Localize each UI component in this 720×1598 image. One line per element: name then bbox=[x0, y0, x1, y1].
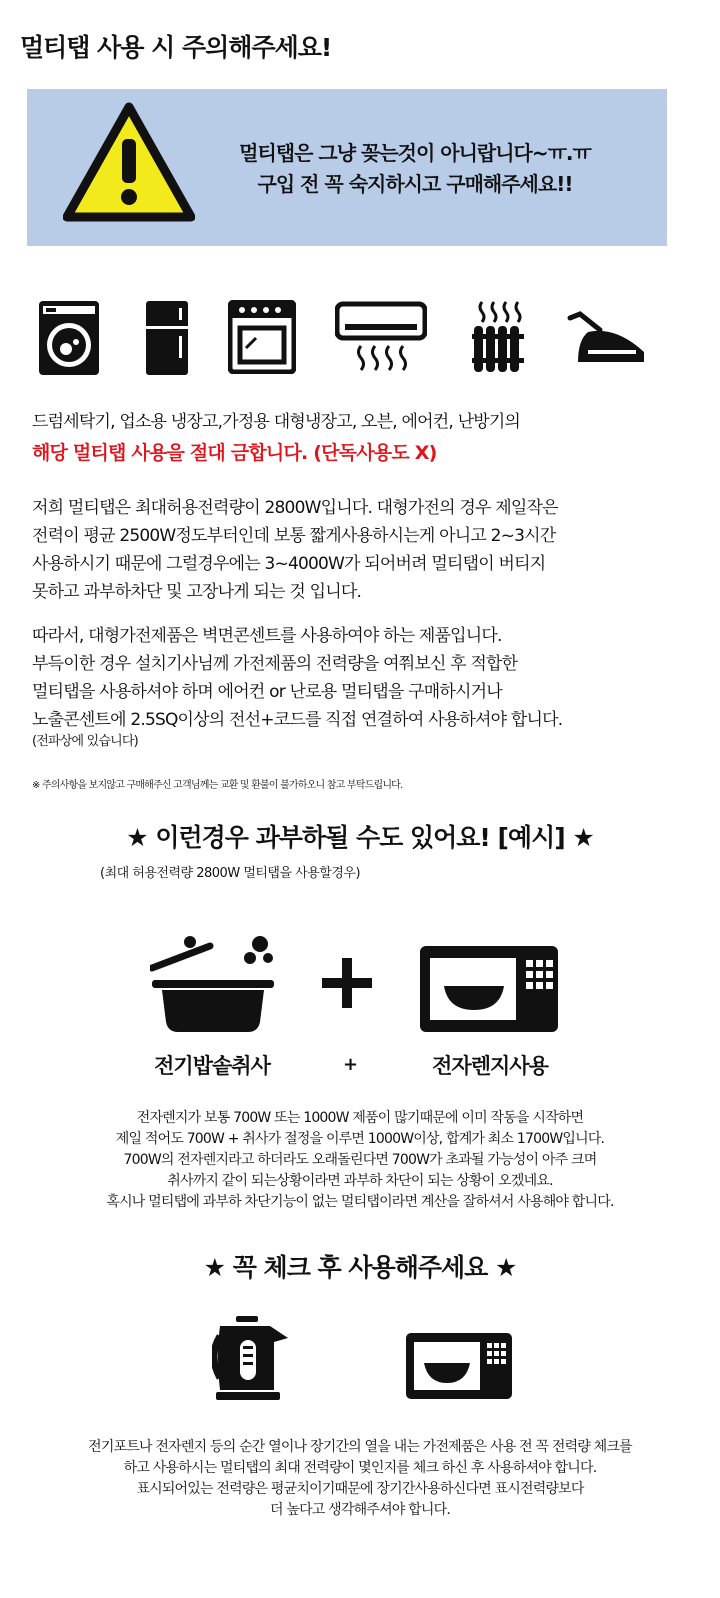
microwave-caption: 전자렌지사용 bbox=[432, 1054, 548, 1078]
microwave-icon bbox=[420, 946, 558, 1032]
microwave-icon-small bbox=[406, 1333, 512, 1399]
rice-cooker-icon bbox=[150, 932, 276, 1034]
rice-cooker-caption: 전기밥솥취사 bbox=[154, 1054, 270, 1078]
paragraph-line: 전력이 평균 2500W정도부터인데 보통 짧게사용하시는게 아니고 2~3시간 bbox=[32, 526, 556, 546]
warning-text bbox=[195, 138, 635, 200]
heater-icon bbox=[472, 300, 528, 374]
paragraph-line: 멀티탭을 사용하셔야 하며 에어컨 or 난로용 멀티탭을 구매하시거나 bbox=[32, 682, 502, 702]
notice-warning-red: 해당 멀티탭 사용을 절대 금합니다. (단독사용도 X) bbox=[32, 442, 437, 464]
explanation-line: 제일 적어도 700W + 취사가 절정을 이루면 1000W이상, 합계가 최소 1700W입니다. bbox=[115, 1131, 605, 1147]
footnote: ※ 주의사항을 보지않고 구매해주신 고객님께는 교환 및 환불이 불가하오니 참고 부탁드립니다. bbox=[32, 780, 403, 791]
plus-caption: + bbox=[342, 1054, 358, 1075]
explanation-line: 700W의 전자렌지라고 하더라도 오래돌린다면 700W가 초과될 가능성이 아주 크며 bbox=[123, 1152, 597, 1168]
warning-line-2: 구입 전 꼭 숙지하시고 구매해주세요!! bbox=[257, 172, 573, 196]
example-heading: ★ 이런경우 과부하될 수도 있어요! [예시] ★ bbox=[126, 823, 594, 852]
explanation-line: 취사까지 같이 되는상황이라면 과부하 차단이 되는 상황이 오겠네요. bbox=[167, 1173, 553, 1189]
check-line: 표시되어있는 전력량은 평균치이기때문에 장기간사용하신다면 표시전력량보다 bbox=[136, 1481, 584, 1497]
warning-line-1: 멀티탭은 그냥 꽂는것이 아니랍니다~ㅠ.ㅠ bbox=[239, 141, 591, 165]
check-line: 전기포트나 전자렌지 등의 순간 열이나 장기간의 열을 내는 가전제품은 사용 전 꼭 전력량 체크를 bbox=[88, 1439, 632, 1455]
iron-icon bbox=[566, 300, 650, 366]
paragraph-2-note: (전파상에 있습니다) bbox=[32, 734, 138, 749]
air-conditioner-icon bbox=[335, 300, 427, 372]
paragraph-line: 저희 멀티탭은 최대허용전력량이 2800W입니다. 대형가전의 경우 제일작은 bbox=[32, 498, 558, 518]
refrigerator-icon bbox=[145, 300, 189, 376]
check-line: 하고 사용하시는 멀티탭의 최대 전력량이 몇인지를 체크 하신 후 사용하셔야 합니다. bbox=[123, 1460, 597, 1476]
explanation-line: 혹시나 멀티탭에 과부하 차단기능이 없는 멀티탭이라면 계산을 잘하셔서 사용해야 합니다. bbox=[106, 1194, 614, 1210]
example-explanation bbox=[0, 1108, 720, 1213]
check-line: 더 높다고 생각해주셔야 합니다. bbox=[269, 1502, 450, 1518]
paragraph-2 bbox=[32, 622, 702, 734]
explanation-line: 전자렌지가 보통 700W 또는 1000W 제품이 많기때문에 이미 작동을 시작하면 bbox=[136, 1110, 584, 1126]
warning-triangle-icon bbox=[63, 101, 195, 223]
paragraph-line: 사용하시기 때문에 그럴경우에는 3~4000W가 되어버려 멀티탭이 버티지 bbox=[32, 554, 546, 574]
paragraph-line: 못하고 과부하차단 및 고장나게 되는 것 입니다. bbox=[32, 582, 362, 602]
notice-text: 드럼세탁기, 업소용 냉장고,가정용 대형냉장고, 오븐, 에어컨, 난방기의 bbox=[32, 412, 521, 432]
page-title: 멀티탭 사용 시 주의해주세요! bbox=[20, 33, 332, 62]
paragraph-line: 부득이한 경우 설치기사님께 가전제품의 전력량을 여쭤보신 후 적합한 bbox=[32, 654, 518, 674]
paragraph-line: 노출콘센트에 2.5SQ이상의 전선+코드를 직접 연결하여 사용하셔야 합니다. bbox=[32, 710, 563, 730]
check-heading: ★ 꼭 체크 후 사용해주세요 ★ bbox=[203, 1253, 517, 1282]
washing-machine-icon bbox=[38, 300, 100, 376]
example-subheading: (최대 허용전력량 2800W 멀티탭을 사용할경우) bbox=[100, 866, 361, 881]
plus-icon bbox=[322, 958, 372, 1008]
paragraph-line: 따라서, 대형가전제품은 벽면콘센트를 사용하여야 하는 제품입니다. bbox=[32, 626, 502, 646]
check-explanation bbox=[0, 1437, 720, 1521]
oven-icon bbox=[228, 300, 296, 374]
paragraph-1 bbox=[32, 494, 702, 606]
electric-kettle-icon bbox=[212, 1316, 294, 1402]
